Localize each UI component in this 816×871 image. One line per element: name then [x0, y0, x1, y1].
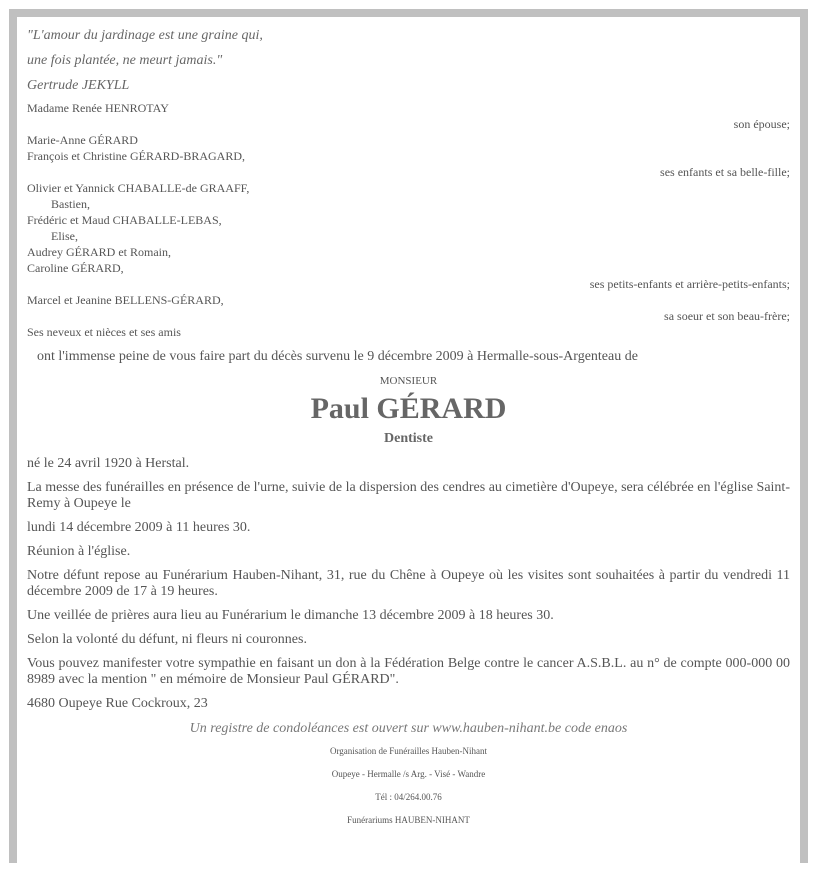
family-relation: ses enfants et sa belle-fille;	[660, 165, 790, 179]
obituary-card	[17, 17, 800, 863]
address: 4680 Oupeye Rue Cockroux, 23	[27, 696, 208, 711]
footer-locations: Oupeye - Hermalle /s Arg. - Visé - Wandre	[331, 769, 486, 779]
funeral-mass-info: La messe des funérailles en présence de l'urne, suivie de la dispersion des cendres au cimetière d'Oupeye, sera célébrée en l'église Saint-Remy à Oupeye le	[27, 480, 790, 511]
family-line: Elise,	[51, 229, 78, 243]
footer-organisation: Organisation de Funérailles Hauben-Nihant	[329, 746, 488, 756]
funeral-date: lundi 14 décembre 2009 à 11 heures 30.	[27, 520, 251, 535]
family-list	[27, 100, 790, 340]
family-relation: son épouse;	[733, 117, 790, 131]
family-line: Caroline GÉRARD,	[27, 261, 124, 275]
donation-info: Vous pouvez manifester votre sympathie en faisant un don à la Fédération Belge contre le cancer A.S.B.L. au n° de compte 000-000 00 8989 avec la mention " en mémoire de Monsieur Paul GÉRARD".	[27, 656, 790, 687]
footer-funerariums: Funérariums HAUBEN-NIHANT	[347, 815, 470, 825]
family-line: Audrey GÉRARD et Romain,	[27, 245, 171, 259]
family-line: François et Christine GÉRARD-BRAGARD,	[27, 149, 245, 163]
family-relation: sa soeur et son beau-frère;	[664, 309, 790, 323]
family-line: Marcel et Jeanine BELLENS-GÉRARD,	[27, 293, 224, 307]
quote-line-1: "L'amour du jardinage est une graine qui,	[27, 28, 263, 43]
deceased-title: MONSIEUR	[379, 375, 438, 387]
family-line: Ses neveux et nièces et ses amis	[27, 325, 181, 339]
deceased-profession: Dentiste	[384, 431, 433, 446]
announcement: ont l'immense peine de vous faire part du décès survenu le 9 décembre 2009 à Hermalle-sous-Argenteau de	[37, 349, 638, 364]
visitation-info: Notre défunt repose au Funérarium Hauben-Nihant, 31, rue du Chêne à Oupeye où les visites sont souhaitées à partir du vendredi 11 décembre 2009 de 17 à 19 heures.	[27, 568, 790, 599]
family-relation: ses petits-enfants et arrière-petits-enfants;	[589, 277, 790, 291]
meeting-info: Réunion à l'église.	[27, 544, 131, 559]
family-line: Bastien,	[51, 197, 90, 211]
family-line: Frédéric et Maud CHABALLE-LEBAS,	[27, 213, 222, 227]
vigil-info: Une veillée de prières aura lieu au Funérarium le dimanche 13 décembre 2009 à 18 heures 30.	[27, 608, 554, 623]
family-line: Marie-Anne GÉRARD	[27, 133, 138, 147]
deceased-name: Paul GÉRARD	[310, 392, 507, 425]
family-line: Madame Renée HENROTAY	[27, 101, 169, 115]
family-line: Olivier et Yannick CHABALLE-de GRAAFF,	[27, 181, 250, 195]
condolence-registry: Un registre de condoléances est ouvert sur www.hauben-nihant.be code enaos	[189, 721, 628, 736]
quote-author: Gertrude JEKYLL	[27, 78, 130, 93]
flowers-info: Selon la volonté du défunt, ni fleurs ni couronnes.	[27, 632, 307, 647]
birth-info: né le 24 avril 1920 à Herstal.	[27, 456, 190, 471]
quote-line-2: une fois plantée, ne meurt jamais."	[27, 53, 223, 68]
footer-phone: Tél : 04/264.00.76	[375, 792, 442, 802]
page-frame	[9, 9, 808, 863]
